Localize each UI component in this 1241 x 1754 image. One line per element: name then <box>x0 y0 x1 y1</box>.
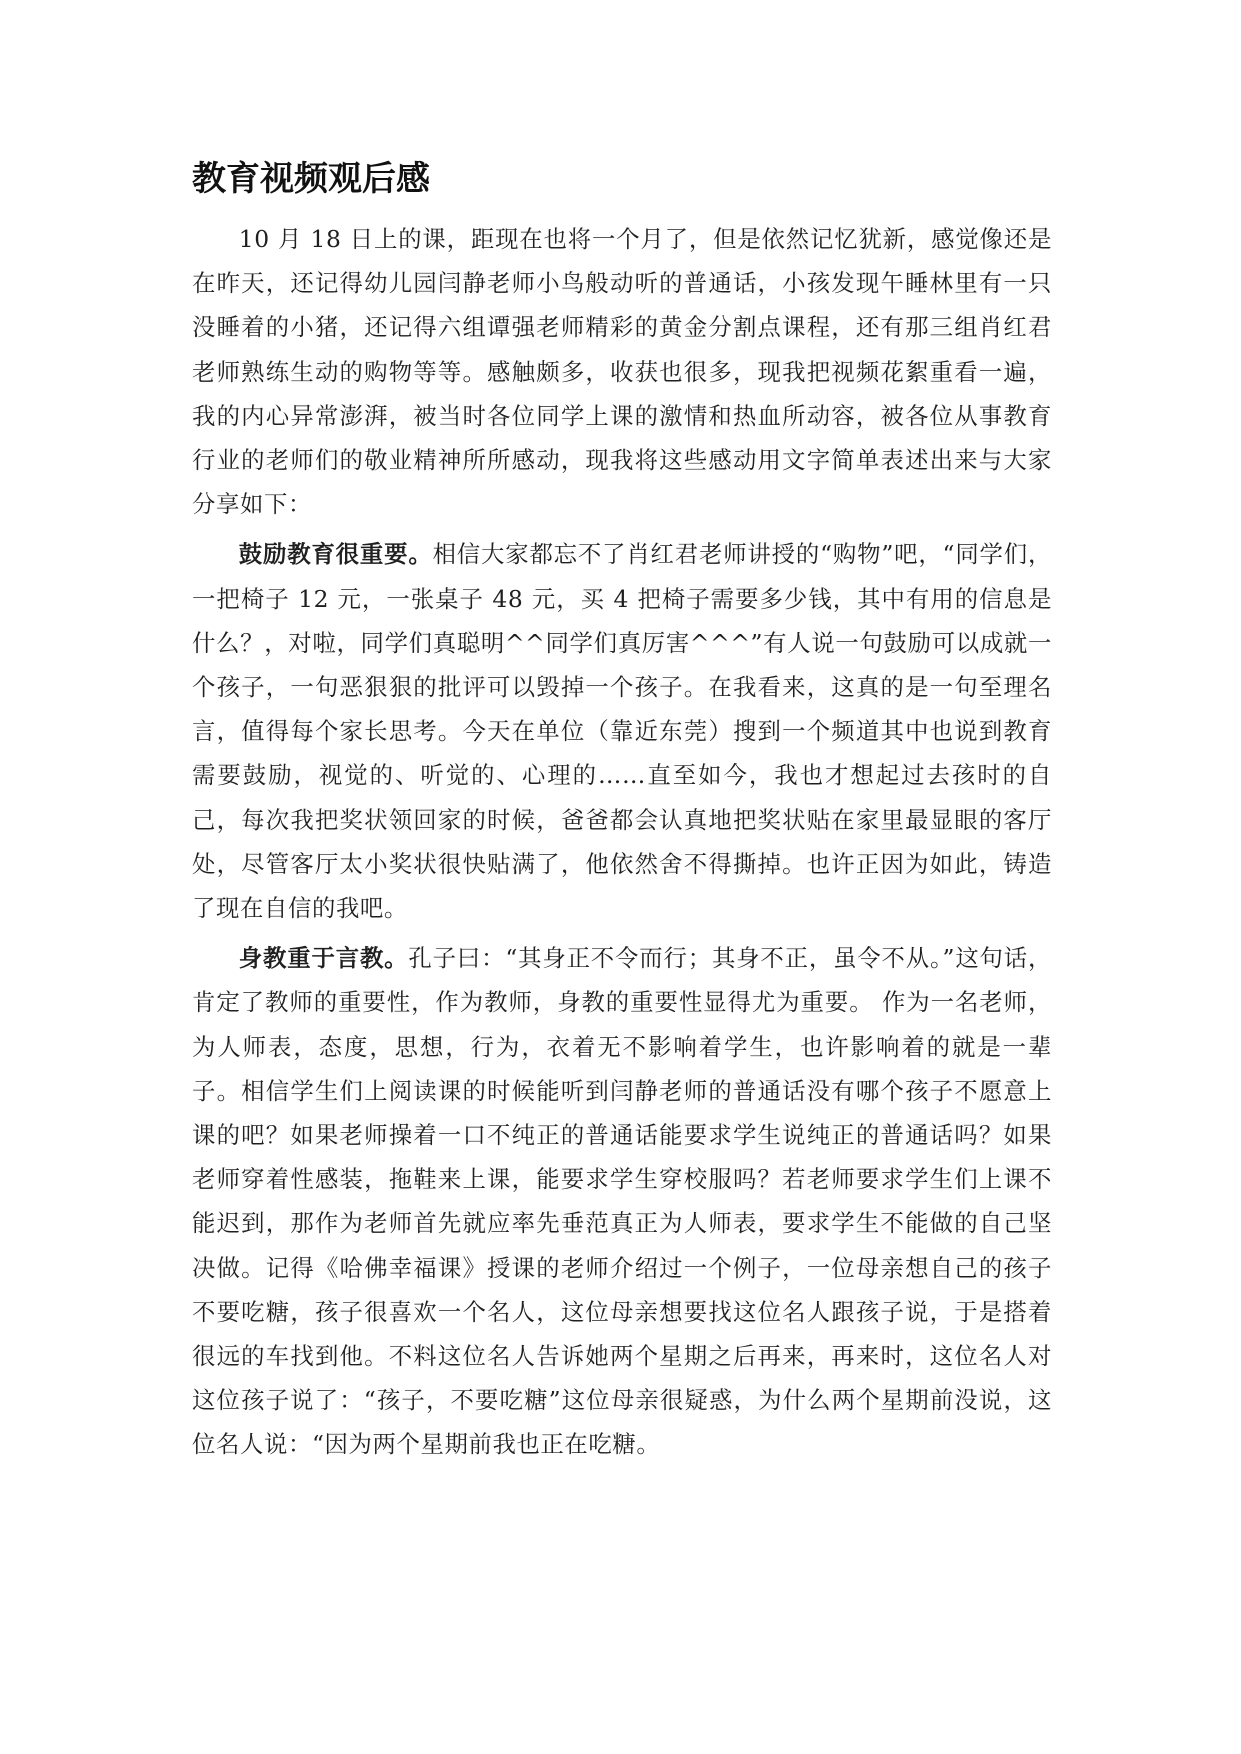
document-title: 教育视频观后感 <box>192 159 430 199</box>
paragraph-heading: 鼓励教育很重要。 <box>238 540 433 569</box>
document-page <box>192 155 1052 1467</box>
paragraph-text: 10 月 18 日上的课，距现在也将一个月了，但是依然记忆犹新，感觉像还是在昨天，还记得幼儿园闫静老师小鸟般动听的普通话，小孩发现午睡林里有一只没睡着的小猪，还记得六组谭强老师精彩的黄金分割点课程，还有那三组肖红君老师熟练生动的购物等等。感触颇多，收获也很多，现我把视频花絮重看一遍，我的内心异常澎湃，被当时各位同学上课的激情和热血所动容，被各位从事教育行业的老师们的敬业精神所所感动，现我将这些感动用文字简单表述出来与大家分享如下： <box>192 225 1052 519</box>
lead-by-example-paragraph <box>192 936 1052 1466</box>
paragraph-text: 孔子曰：“其身正不令而行；其身不正，虽令不从。”这句话，肯定了教师的重要性，作为教师，身教的重要性显得尤为重要。 作为一名老师，为人师表，态度，思想，行为，衣着无不影响着学生，也许影响着的就是一辈子。相信学生们上阅读课的时候能听到闫静老师的普通话没有哪个孩子不愿意上课的吧？如果老师操着一口不纯正的普通话能要求学生说纯正的普通话吗？如果老师穿着性感装，拖鞋来上课，能要求学生穿校服吗？若老师要求学生们上课不能迟到，那作为老师首先就应率先垂范真正为人师表，要求学生不能做的自己坚决做。记得《哈佛幸福课》授课的老师介绍过一个例子，一位母亲想自己的孩子不要吃糖，孩子很喜欢一个名人，这位母亲想要找这位名人跟孩子说，于是搭着很远的车找到他。不料这位名人告诉她两个星期之后再来，再来时，这位名人对这位孩子说了：“孩子，不要吃糖”这位母亲很疑惑，为什么两个星期前没说，这位名人说：“因为两个星期前我也正在吃糖。 <box>192 944 1053 1459</box>
paragraph-text: 相信大家都忘不了肖红君老师讲授的“购物”吧，“同学们，一把椅子 12 元，一张桌子 48 元，买 4 把椅子需要多少钱，其中有用的信息是什么？，对啦，同学们真聪明^^同学们真厉害^^^”有人说一句鼓励可以成就一个孩子，一句恶狠狠的批评可以毁掉一个孩子。在我看来，这真的是一句至理名言，值得每个家长思考。今天在单位（靠近东莞）搜到一个频道其中也说到教育需要鼓励，视觉的、听觉的、心理的……直至如今，我也才想起过去孩时的自己，每次我把奖状领回家的时候，爸爸都会认真地把奖状贴在家里最显眼的客厅处，尽管客厅太小奖状很快贴满了，他依然舍不得撕掉。也许正因为如此，铸造了现在自信的我吧。 <box>192 540 1052 923</box>
paragraph-heading: 身教重于言教。 <box>238 944 409 973</box>
intro-paragraph <box>192 217 1052 526</box>
encouragement-paragraph <box>192 532 1052 930</box>
